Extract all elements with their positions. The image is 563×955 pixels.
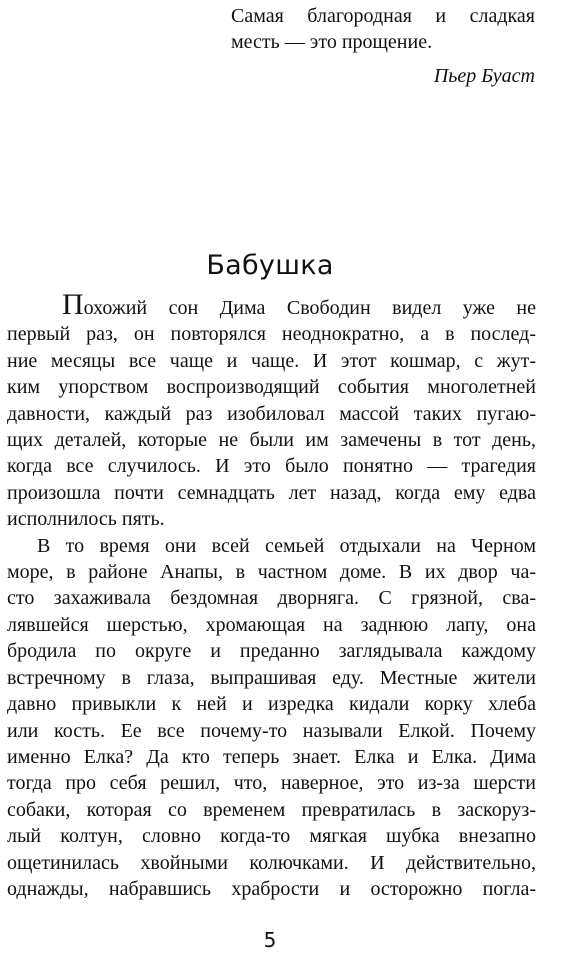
paragraph-1 xyxy=(7,288,536,533)
text-line: когда все случилось. И это было понятно — трагедия xyxy=(7,455,536,478)
chapter-title: Бабушка xyxy=(206,250,334,281)
chapter-body xyxy=(7,288,536,902)
text-line: ние месяцы все чаще и чаще. И этот кошмар, с жут- xyxy=(7,349,536,372)
text-line: однажды, набравшись храбрости и осторожно погла- xyxy=(7,877,536,900)
text-line: исполнилось пять. xyxy=(7,508,165,531)
text-line: лый колтун, словно когда-то мягкая шубка внезапно xyxy=(7,825,536,848)
text-line: щих деталей, которые не были им замечены в тот день, xyxy=(7,429,536,452)
text-line: тогда про себя решил, что, наверное, это из-за шерсти xyxy=(7,772,536,795)
epigraph xyxy=(231,3,535,89)
text-line: море, в районе Анапы, в частном доме. В их двор ча- xyxy=(7,561,536,584)
paragraph-first-line xyxy=(7,288,536,321)
text-line: ким упорством воспроизводящий события многолетней xyxy=(7,376,536,399)
text-line: или кость. Ее все почему-то называли Елкой. Почему xyxy=(7,719,536,742)
text-line: сто захаживала бездомная дворняга. С грязной, сва- xyxy=(7,587,536,610)
first-line-text: охожий сон Дима Свободин видел уже не xyxy=(83,297,536,319)
text-line: именно Елка? Да кто теперь знает. Елка и Елка. Дима xyxy=(7,745,536,768)
text-line: давности, каждый раз изобиловал массой таких пугаю- xyxy=(7,402,536,425)
paragraph-2 xyxy=(7,533,536,903)
page-number: 5 xyxy=(263,928,277,952)
text-line: ощетинилась хвойными колючками. И действительно, xyxy=(7,851,536,874)
text-line: произошла почти семнадцать лет назад, когда ему едва xyxy=(7,481,536,504)
drop-cap: П xyxy=(62,288,84,321)
epigraph-author: Пьер Буаст xyxy=(433,65,535,87)
text-line: В то время они всей семьей отдыхали на Черном xyxy=(37,534,536,557)
text-line: собаки, которая со временем превратилась в заскоруз- xyxy=(7,798,536,821)
text-line: давно привыкли к ней и изредка кидали корку хлеба xyxy=(7,693,536,716)
text-line: бродила по округе и преданно заглядывала каждому xyxy=(7,640,536,663)
text-line: встречному в глаза, выпрашивая еду. Местные жители xyxy=(7,666,536,689)
epigraph-line: месть — это прощение. xyxy=(231,31,433,53)
text-line: первый раз, он повторялся неоднократно, а в послед- xyxy=(7,323,536,346)
epigraph-line: Самая благородная и сладкая xyxy=(231,5,535,27)
text-line: лявшейся шерстью, хромающая на заднюю лапу, она xyxy=(7,613,536,636)
